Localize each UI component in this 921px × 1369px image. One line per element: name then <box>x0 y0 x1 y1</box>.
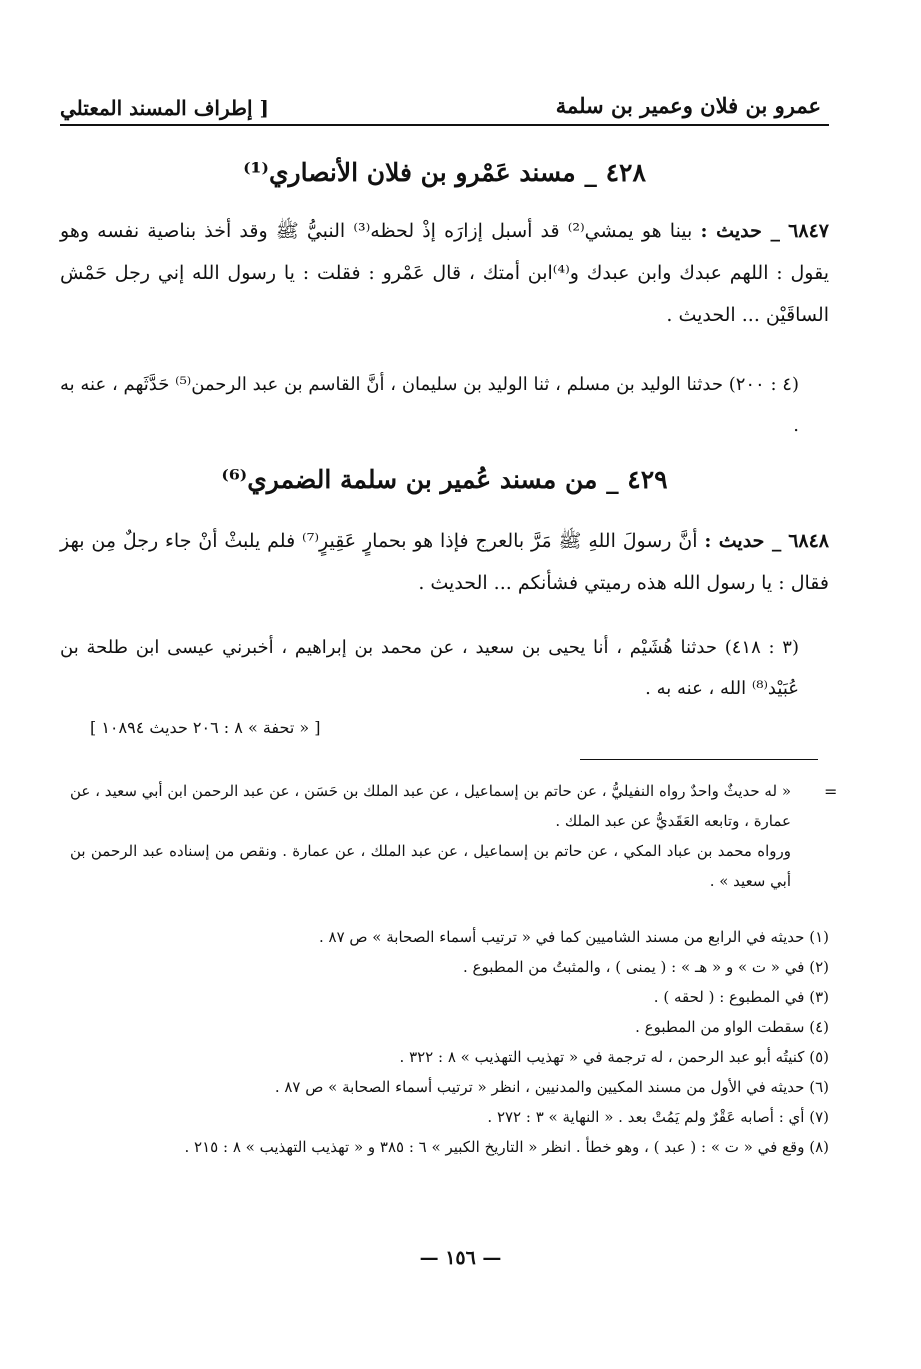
footnote-text: حديثه في الأول من مسند المكيين والمدنيين ، انظر « ترتيب أسماء الصحابة » ص ٨٧ . <box>274 1078 805 1096</box>
footnote-item <box>70 1042 829 1072</box>
footnote-item <box>70 982 829 1012</box>
footnote-number: (٥) <box>809 1048 829 1066</box>
hadith-6847 <box>60 210 829 336</box>
footnote-number: (٤) <box>809 1018 829 1036</box>
footnote-text: في المطبوع : ( لحقه ) . <box>653 988 805 1006</box>
footnote-item <box>70 1102 829 1132</box>
footnote-item <box>70 1012 829 1042</box>
hadith-6848 <box>60 520 829 604</box>
footnote-continuation-line: ورواه محمد بن عباد المكي ، عن حاتم بن إسماعيل ، عن عبد الملك ، عن عمارة . ونقص من إسناده عبد الرحمن بن أبي سعيد » . <box>70 842 791 890</box>
footnote-text: كنيتُه أبو عبد الرحمن ، له ترجمة في « تهذيب التهذيب » ٨ : ٣٢٢ . <box>399 1048 805 1066</box>
footnote-item <box>70 922 829 952</box>
continuation-mark: = <box>824 782 838 801</box>
tuhfa-reference: [ « تحفة » ٨ : ٢٠٦ حديث ١٠٨٩٤ ] <box>90 718 321 737</box>
footnote-text: أي : أصابه عَقْرٌ ولم يَمُتْ بعد . « النهاية » ٣ : ٢٧٢ . <box>487 1108 805 1126</box>
footnote-number: (٢) <box>809 958 829 976</box>
footnote-number: (٨) <box>809 1138 829 1156</box>
running-header-book: [ إطراف المسند المعتلي <box>60 96 269 120</box>
footnote-item <box>70 952 829 982</box>
hadith-number: ٦٨٤٧ <box>788 220 829 242</box>
footnote-list <box>70 922 829 1162</box>
hadith-text: أنَّ رسولَ اللهِ ﷺ مَرَّ بالعرج فإذا هو بحمارٍ عَقِيرٍ⁽⁷⁾ فلم يلبثْ أنْ جاء رجلٌ مِن بهز فقال : يا رسول الله هذه رميتي فشأنكم ... الحديث . <box>60 530 829 594</box>
isnad-6847: (٤ : ٢٠٠) حدثنا الوليد بن مسلم ، ثنا الوليد بن سليمان ، أنَّ القاسم بن عبد الرحمن⁽⁵⁾ حَدَّثَهم ، عنه به . <box>60 374 799 436</box>
footnote-text: سقطت الواو من المطبوع . <box>635 1018 805 1036</box>
page-number: — ١٥٦ — <box>419 1247 502 1269</box>
section-title-428: ٤٢٨ _ مسند عَمْرو بن فلان الأنصاري⁽¹⁾ <box>243 158 646 187</box>
isnad-6848: (٣ : ٤١٨) حدثنا هُشَيْم ، أنا يحيى بن سعيد ، عن محمد بن إبراهيم ، أخبرني عيسى ابن طلحة بن عُبَيْد⁽⁸⁾ الله ، عنه به . <box>60 637 799 699</box>
footnote-item <box>70 1132 829 1162</box>
footnote-continuation-line: « له حديثٌ واحدٌ رواه النفيليُّ ، عن حاتم بن إسماعيل ، عن عبد الملك بن حَسَن ، عن عبد الرحمن ابن أبي سعيد ، عن عمارة ، وتابعه العَقَديُّ عن عبد الملك . <box>70 782 791 830</box>
running-header-title: عمرو بن فلان وعمير بن سلمة <box>555 93 821 118</box>
hadith-label: _ حديث : <box>700 220 781 242</box>
hadith-label: _ حديث : <box>704 530 782 552</box>
footnote-text: وقع في « ت » : ( عبد ) ، وهو خطأ . انظر « التاريخ الكبير » ٦ : ٣٨٥ و « تهذيب التهذيب » ٨ : ٢١٥ . <box>184 1138 805 1156</box>
footnote-continuation <box>70 776 791 896</box>
footnote-number: (٦) <box>809 1078 829 1096</box>
footnote-text: في « ت » و « هـ » : ( يمنى ) ، والمثبتُ من المطبوع . <box>463 958 805 976</box>
footnote-number: (٣) <box>809 988 829 1006</box>
footnote-number: (٧) <box>809 1108 829 1126</box>
footnote-rule <box>580 759 818 760</box>
footnote-text: حديثه في الرابع من مسند الشاميين كما في « ترتيب أسماء الصحابة » ص ٨٧ . <box>318 928 805 946</box>
hadith-number: ٦٨٤٨ <box>788 530 830 552</box>
footnote-item <box>70 1072 829 1102</box>
section-title-429: ٤٢٩ _ من مسند عُمير بن سلمة الضمري⁽⁶⁾ <box>221 465 668 494</box>
hadith-text: بينا هو يمشي⁽²⁾ قد أسبل إزارَه إذْ لحظه⁽³⁾ النبيُّ ﷺ وقد أخذ بناصية نفسه وهو يقول : اللهم عبدك وابن عبدك و⁽⁴⁾ابن أمتك ، قال عَمْرو : فقلت : يا رسول الله إني رجل حَمْش الساقَيْن ... الحديث . <box>60 220 829 326</box>
header-rule <box>60 124 829 126</box>
footnote-number: (١) <box>809 928 829 946</box>
